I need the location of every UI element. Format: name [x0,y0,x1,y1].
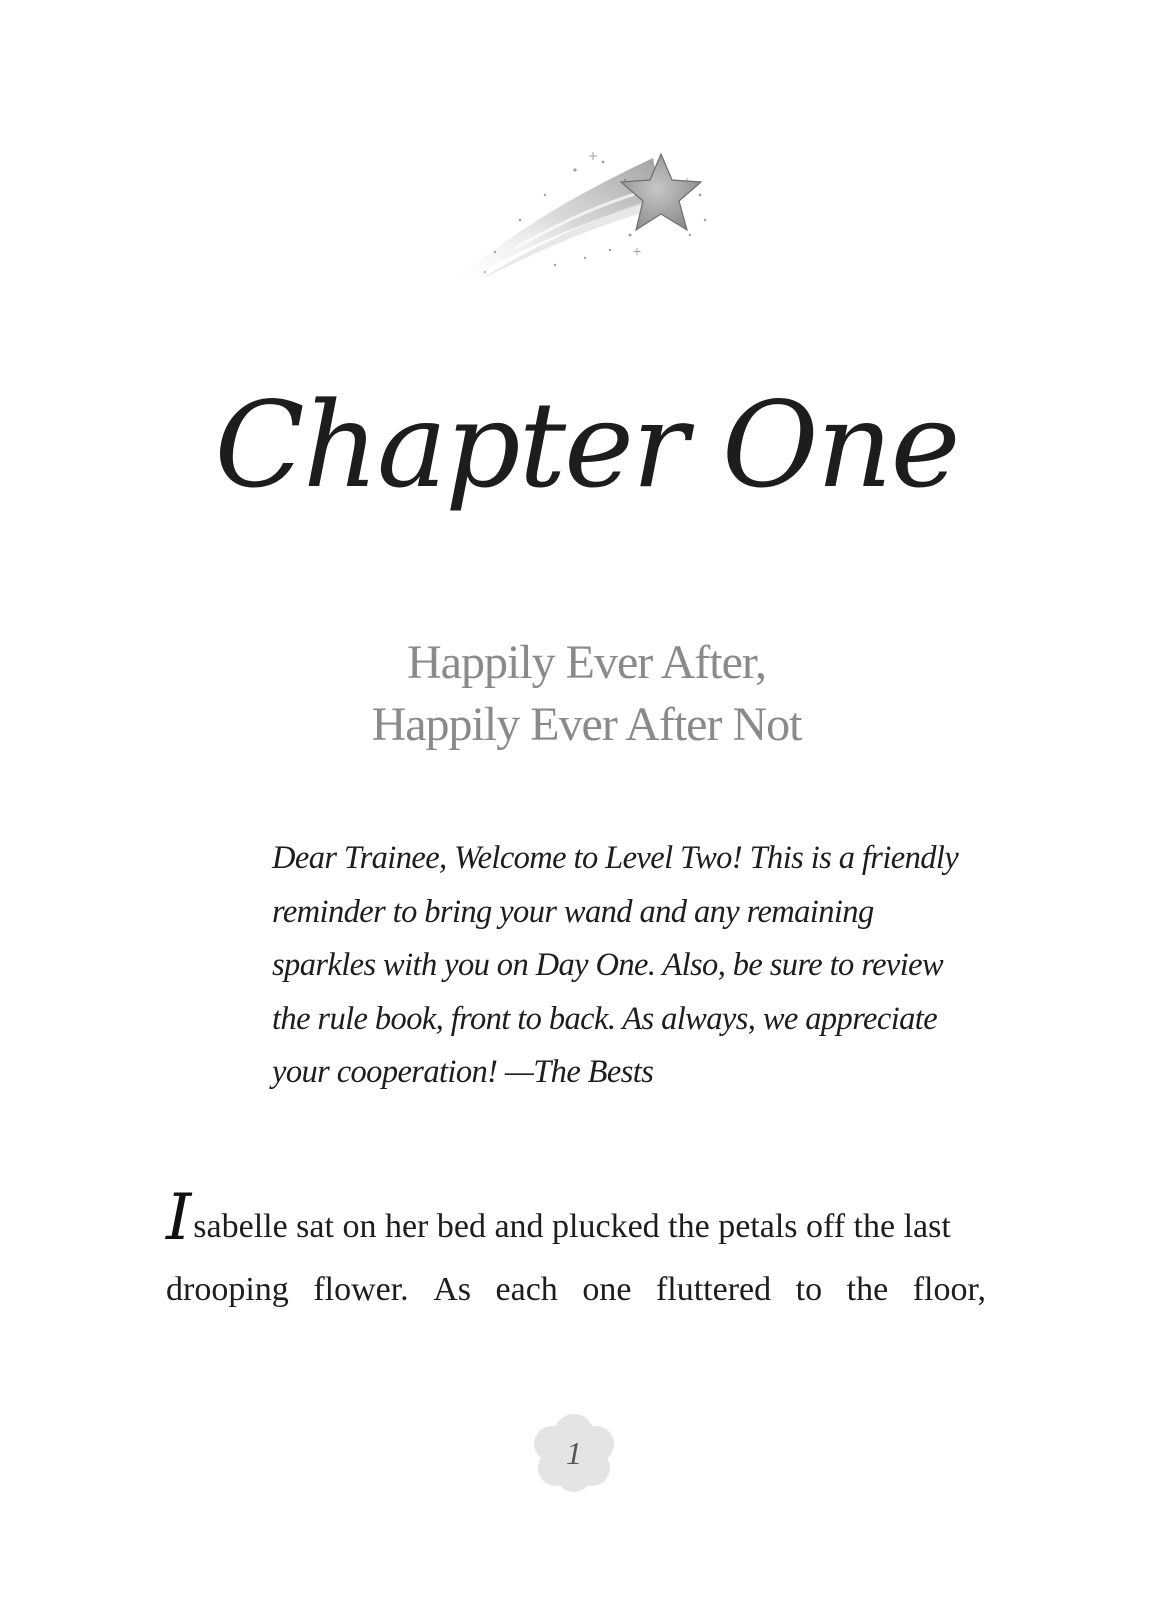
body-line-1 [166,1181,986,1258]
body-line-2 [166,1258,986,1321]
body-word: flower. [313,1271,409,1308]
body-word: each [495,1271,558,1308]
body-paragraph [166,1181,986,1321]
body-word: the [846,1271,889,1308]
chapter-subtitle [0,632,1173,756]
body-word: to [795,1271,823,1308]
shooting-star-icon [425,140,725,310]
epigraph [272,832,992,1100]
body-line-1-rest: sabelle sat on her bed and plucked the petals off the last [193,1208,951,1245]
epigraph-line: sparkles with you on Day One. Also, be sure to review [272,947,944,983]
chapter-title: Chapter One [214,376,959,514]
drop-cap: I [166,1181,192,1255]
body-word: floor, [912,1271,986,1308]
body-word: As [433,1271,471,1308]
epigraph-line: Dear Trainee, Welcome to Level Two! This is a friendly [272,840,959,876]
subtitle-line: Happily Ever After, [407,636,766,689]
body-word: one [582,1271,632,1308]
body-word: drooping [166,1271,289,1308]
epigraph-line: the rule book, front to back. As always, we appreciate [272,1000,938,1037]
page-number: 1 [566,1434,582,1471]
epigraph-line: your cooperation! —The Bests [272,1054,654,1090]
body-line-1-text [166,1181,951,1258]
subtitle-line: Happily Ever After Not [371,698,802,751]
epigraph-line: reminder to bring your wand and any remaining [272,893,874,930]
body-word: fluttered [655,1271,772,1308]
